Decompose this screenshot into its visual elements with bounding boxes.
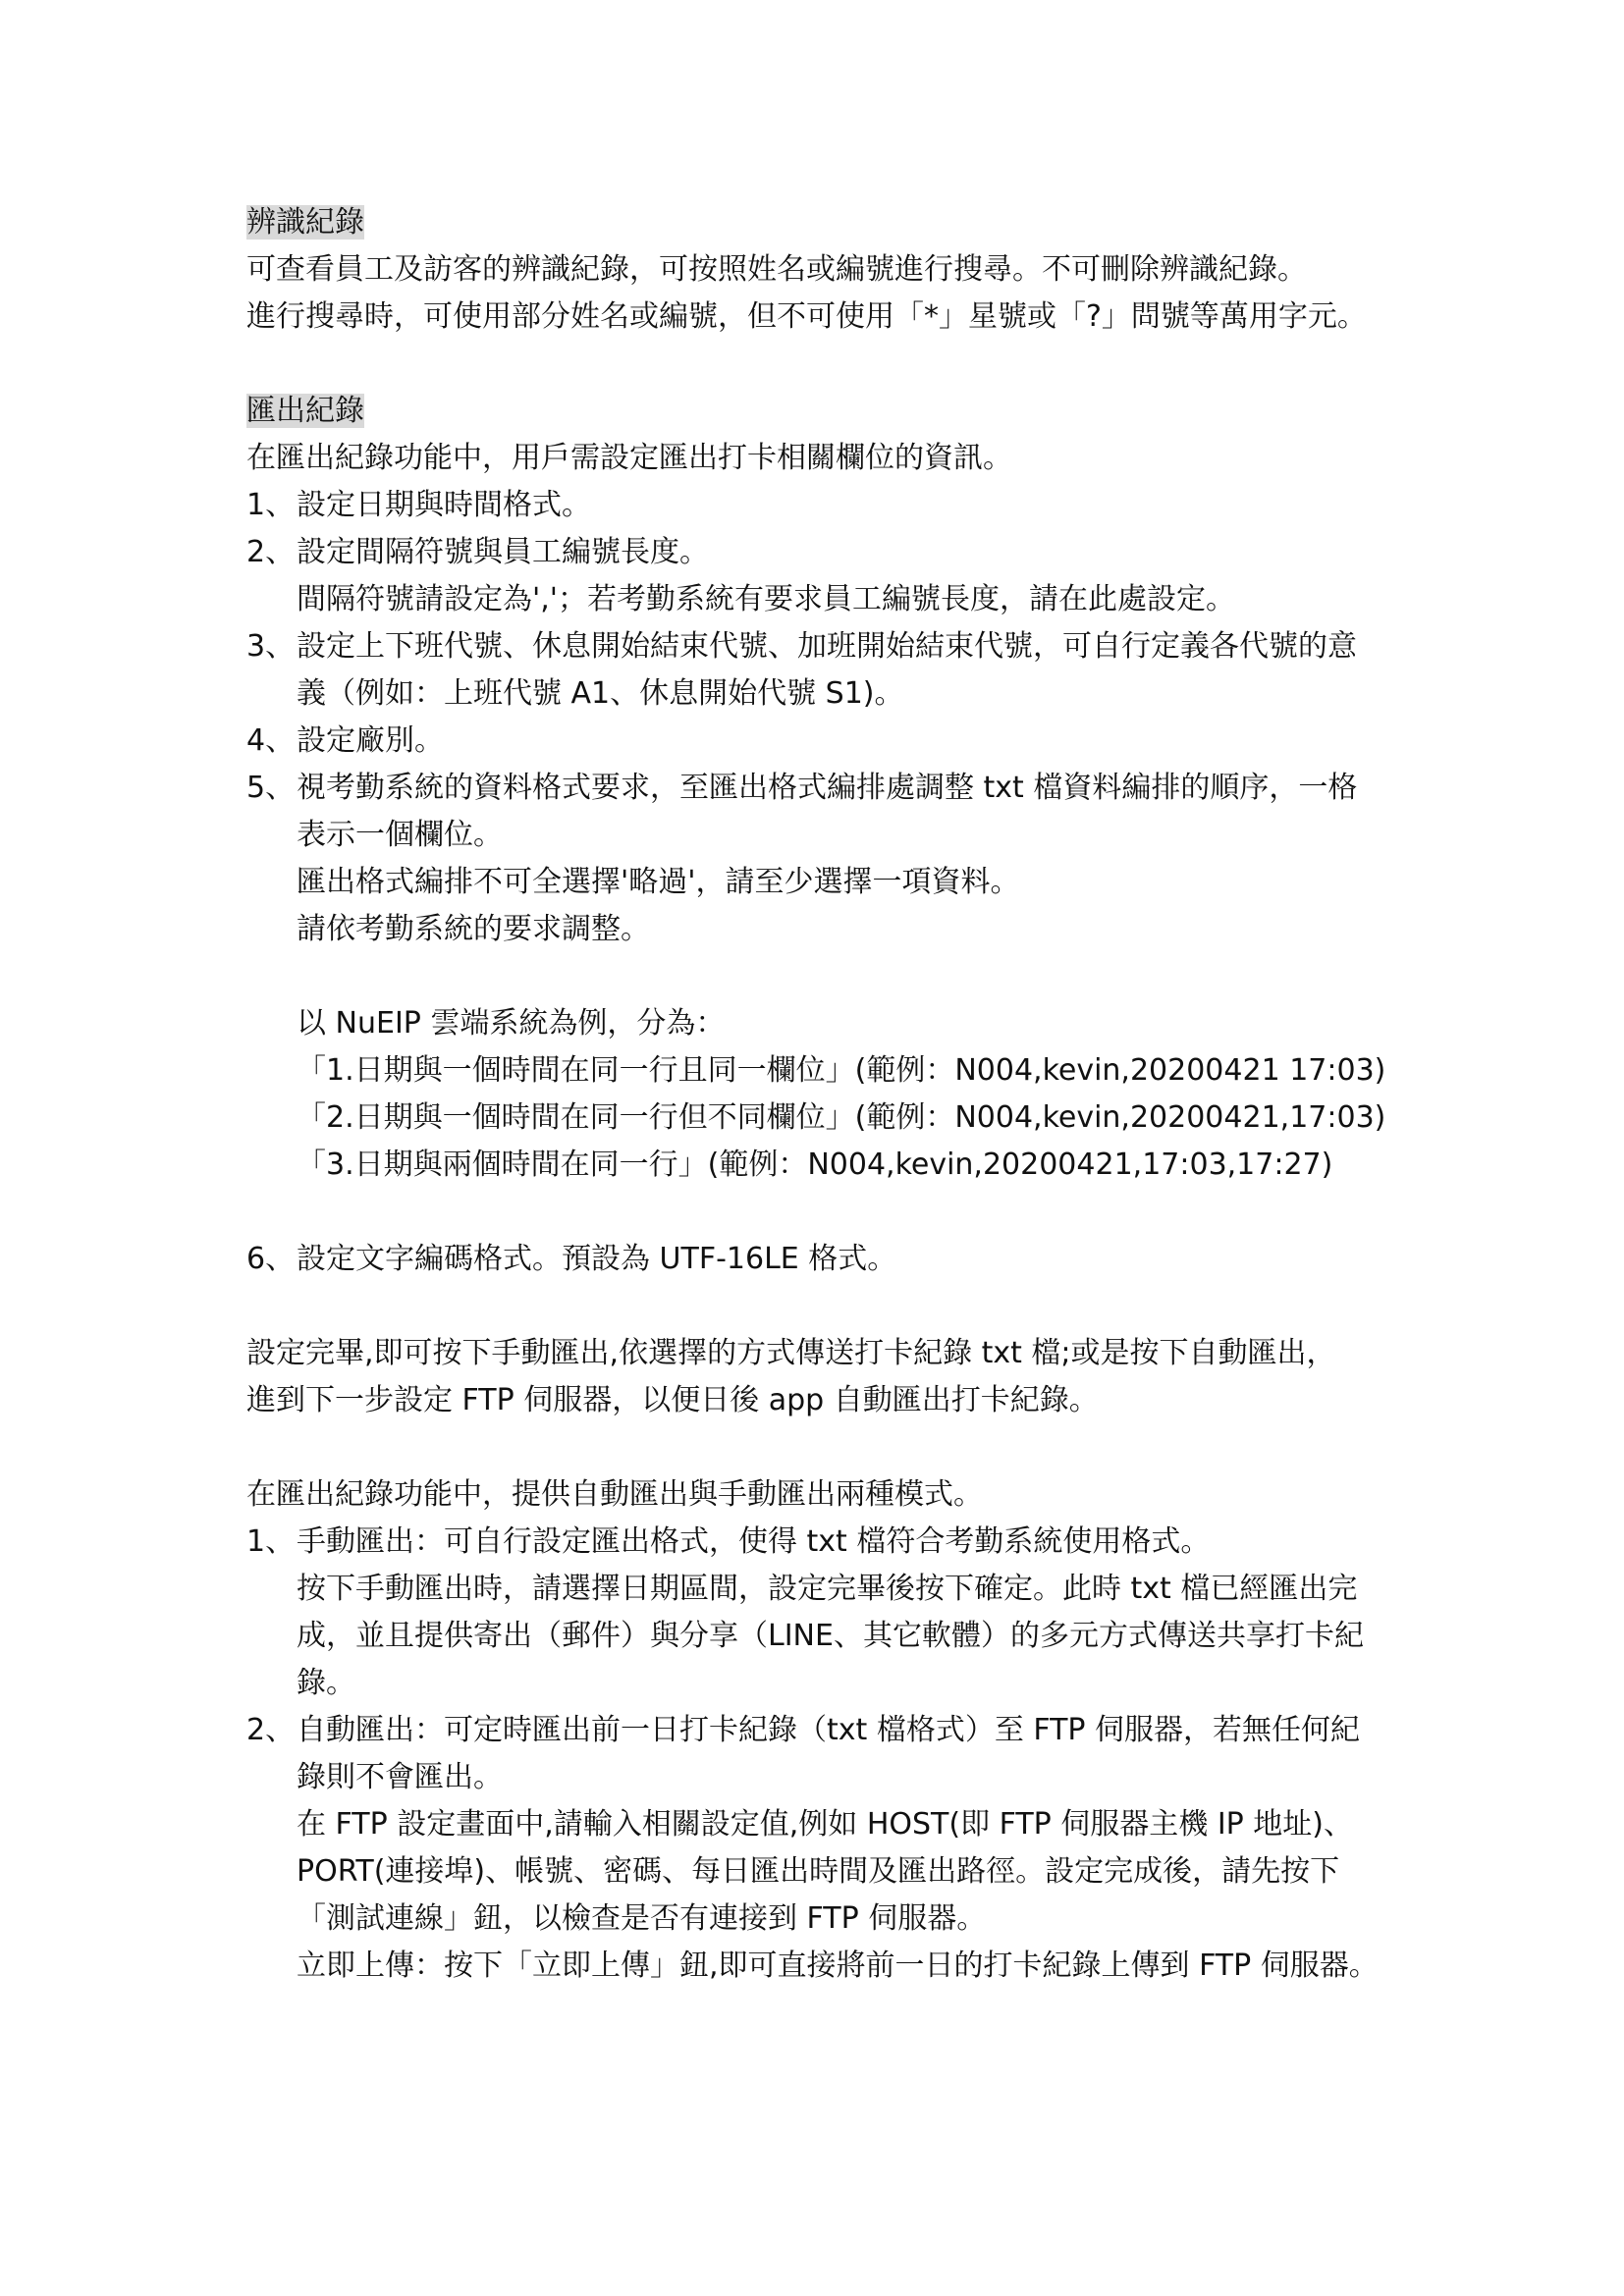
list-item-continuation: 間隔符號請設定為','；若考勤系統有要求員工編號長度，請在此處設定。: [297, 582, 1236, 616]
list-item-continuation: 成，並且提供寄出（郵件）與分享（LINE、其它軟體）的多元方式傳送共享打卡紀: [297, 1619, 1364, 1653]
list-item-continuation: 請依考勤系統的要求調整。: [297, 912, 650, 946]
paragraph-line: 進行搜尋時，可使用部分姓名或編號，但不可使用「*」星號或「?」問號等萬用字元。: [246, 299, 1367, 334]
list-item-continuation: PORT(連接埠)、帳號、密碼、每日匯出時間及匯出路徑。設定完成後，請先按下: [297, 1854, 1340, 1889]
section-heading-recognition: 辨識紀錄: [246, 205, 364, 240]
example-intro: 以 NuEIP 雲端系統為例，分為：: [297, 1006, 726, 1041]
list-item: 1、手動匯出：可自行設定匯出格式，使得 txt 檔符合考勤系統使用格式。: [246, 1524, 1211, 1559]
example-line: 「2.日期與一個時間在同一行但不同欄位」(範例：N004,kevin,20200421,17:03): [297, 1100, 1386, 1135]
paragraph-line: 進到下一步設定 FTP 伺服器，以便日後 app 自動匯出打卡紀錄。: [246, 1383, 1099, 1417]
list-item: 2、設定間隔符號與員工編號長度。: [246, 535, 709, 569]
list-item-continuation: 「測試連線」鈕，以檢查是否有連接到 FTP 伺服器。: [297, 1901, 987, 1936]
list-item-continuation: 在 FTP 設定畫面中,請輸入相關設定值,例如 HOST(即 FTP 伺服器主機 IP 地址)、: [297, 1807, 1354, 1842]
paragraph-line: 在匯出紀錄功能中，提供自動匯出與手動匯出兩種模式。: [246, 1477, 983, 1512]
list-item-continuation: 立即上傳：按下「立即上傳」鈕,即可直接將前一日的打卡紀錄上傳到 FTP 伺服器。: [297, 1949, 1379, 1983]
list-item-continuation: 表示一個欄位。: [297, 818, 503, 852]
paragraph-line: 可查看員工及訪客的辨識紀錄，可按照姓名或編號進行搜尋。不可刪除辨識紀錄。: [246, 252, 1307, 287]
paragraph-line: 設定完畢,即可按下手動匯出,依選擇的方式傳送打卡紀錄 txt 檔;或是按下自動匯出，: [246, 1336, 1336, 1370]
list-item-continuation: 按下手動匯出時，請選擇日期區間，設定完畢後按下確定。此時 txt 檔已經匯出完: [297, 1572, 1358, 1606]
list-item: 4、設定廠別。: [246, 723, 444, 758]
list-item: 6、設定文字編碼格式。預設為 UTF-16LE 格式。: [246, 1242, 897, 1276]
list-item: 2、自動匯出：可定時匯出前一日打卡紀錄（txt 檔格式）至 FTP 伺服器，若無任何紀: [246, 1713, 1361, 1747]
list-item: 5、視考勤系統的資料格式要求，至匯出格式編排處調整 txt 檔資料編排的順序，一格: [246, 771, 1358, 805]
section-heading-export: 匯出紀錄: [246, 394, 364, 428]
example-line: 「3.日期與兩個時間在同一行」(範例：N004,kevin,20200421,17:03,17:27): [297, 1148, 1333, 1182]
list-item-continuation: 匯出格式編排不可全選擇'略過'，請至少選擇一項資料。: [297, 865, 1020, 899]
document-page: [246, 199, 1385, 1990]
list-item-continuation: 錄。: [297, 1666, 355, 1700]
example-line: 「1.日期與一個時間在同一行且同一欄位」(範例：N004,kevin,20200421 17:03): [297, 1053, 1386, 1088]
list-item-continuation: 義（例如：上班代號 A1、休息開始代號 S1)。: [297, 676, 904, 711]
paragraph-line: 在匯出紀錄功能中，用戶需設定匯出打卡相關欄位的資訊。: [246, 441, 1012, 475]
list-item: 1、設定日期與時間格式。: [246, 488, 591, 522]
list-item: 3、設定上下班代號、休息開始結束代號、加班開始結束代號，可自行定義各代號的意: [246, 629, 1357, 664]
list-item-continuation: 錄則不會匯出。: [297, 1760, 503, 1794]
